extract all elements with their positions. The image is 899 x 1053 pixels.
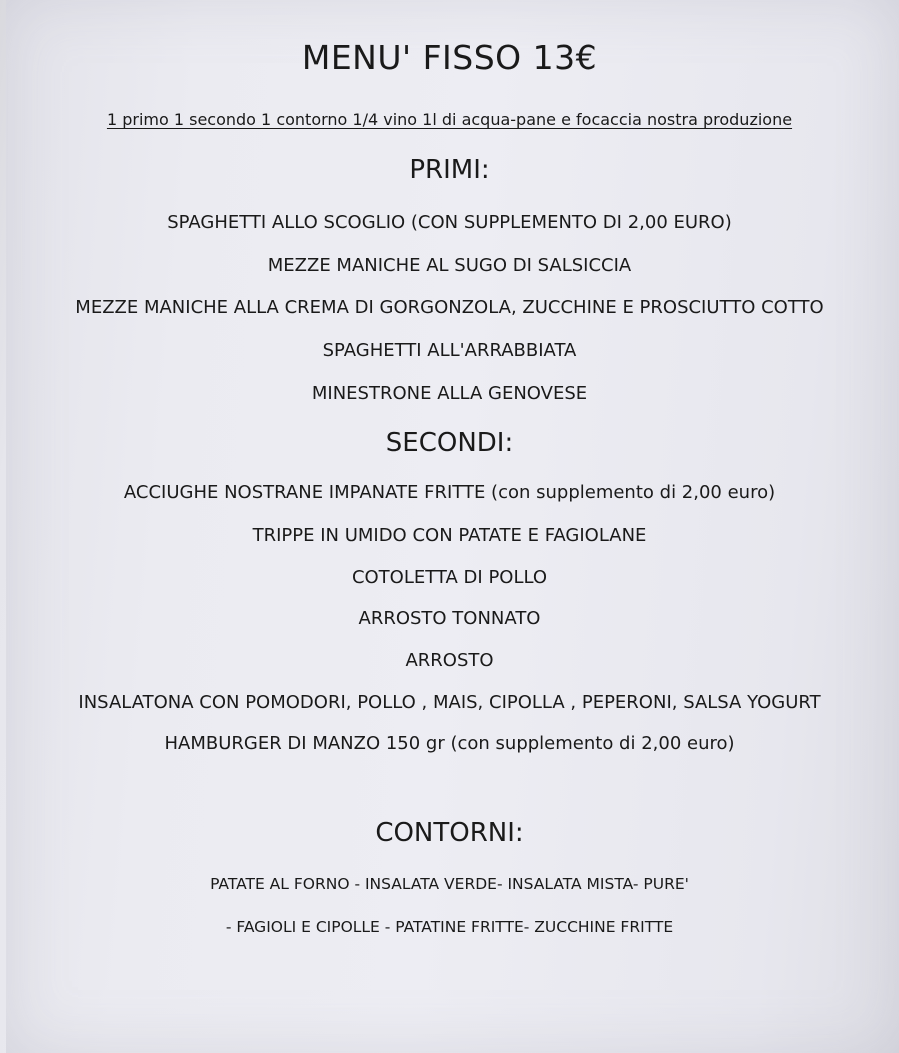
menu-subtitle: 1 primo 1 secondo 1 contorno 1/4 vino 1l di acqua-pane e focaccia nostra produzione <box>106 110 793 129</box>
menu-item-secondo: TRIPPE IN UMIDO CON PATATE E FAGIOLANE <box>252 525 647 546</box>
menu-item-primo: MEZZE MANICHE AL SUGO DI SALSICCIA <box>267 255 632 276</box>
menu-item-primo: SPAGHETTI ALLO SCOGLIO (CON SUPPLEMENTO DI 2,00 EURO) <box>167 212 732 233</box>
menu-item-secondo: HAMBURGER DI MANZO 150 gr (con supplemento di 2,00 euro) <box>164 733 735 754</box>
menu-item-secondo: INSALATONA CON POMODORI, POLLO , MAIS, CIPOLLA , PEPERONI, SALSA YOGURT <box>78 692 821 713</box>
menu-item-contorno: - FAGIOLI E CIPOLLE - PATATINE FRITTE- ZUCCHINE FRITTE <box>225 918 674 936</box>
menu-item-contorno: PATATE AL FORNO - INSALATA VERDE- INSALATA MISTA- PURE' <box>210 875 689 893</box>
section-heading-primi: PRIMI: <box>409 155 490 185</box>
section-heading-secondi: SECONDI: <box>385 428 514 458</box>
menu-item-secondo: ARROSTO TONNATO <box>358 608 541 629</box>
section-heading-contorni: CONTORNI: <box>375 818 524 848</box>
menu-item-secondo: ACCIUGHE NOSTRANE IMPANATE FRITTE (con supplemento di 2,00 euro) <box>123 482 776 503</box>
menu-title: MENU' FISSO 13€ <box>301 38 598 77</box>
menu-item-primo: SPAGHETTI ALL'ARRABBIATA <box>322 340 577 361</box>
menu-item-primo: MEZZE MANICHE ALLA CREMA DI GORGONZOLA, ZUCCHINE E PROSCIUTTO COTTO <box>75 297 824 318</box>
menu-item-secondo: ARROSTO <box>405 650 494 671</box>
menu-item-primo: MINESTRONE ALLA GENOVESE <box>311 383 588 404</box>
menu-item-secondo: COTOLETTA DI POLLO <box>351 567 548 588</box>
